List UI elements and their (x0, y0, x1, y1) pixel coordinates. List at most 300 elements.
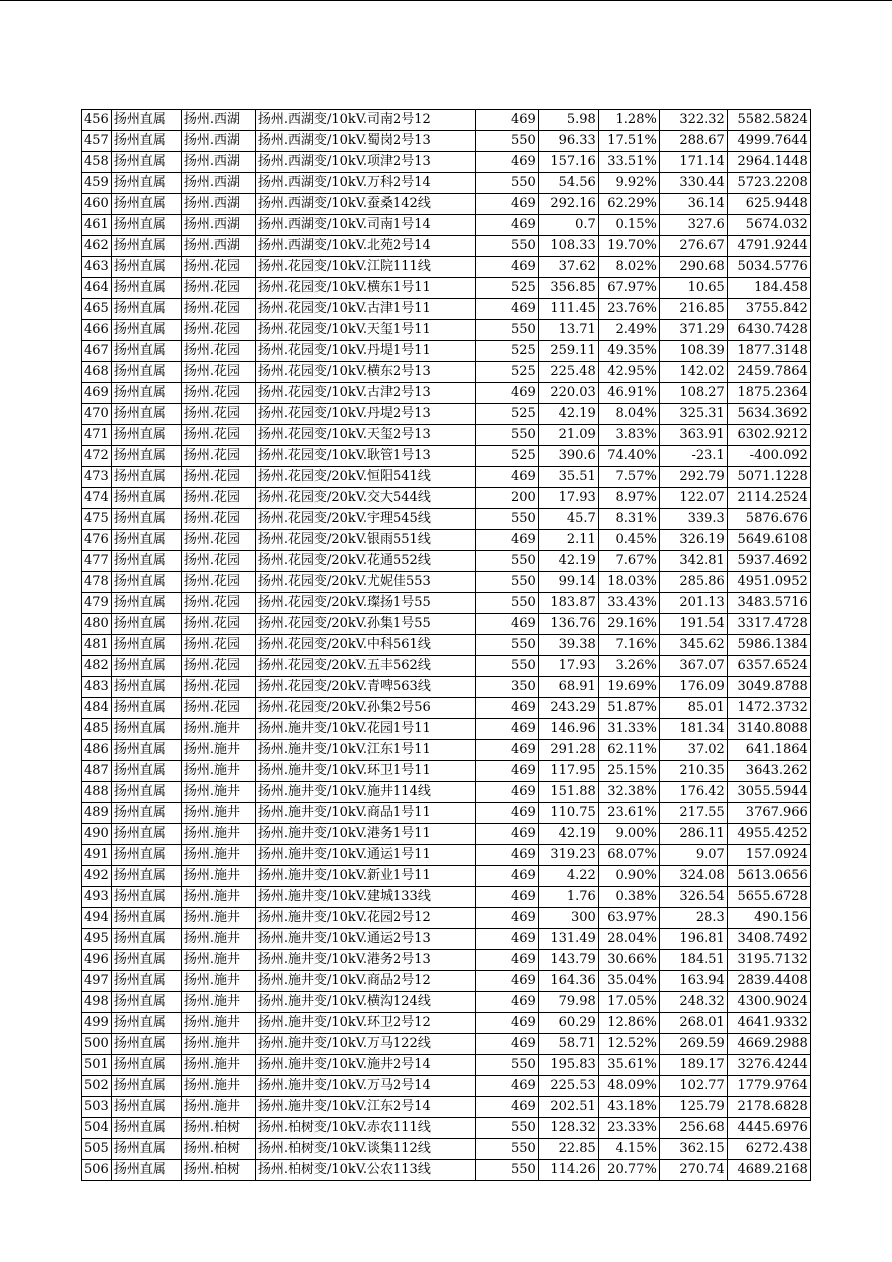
load-cell: 259.11 (538, 341, 598, 362)
table-body (82, 110, 811, 1181)
margin-cell: 210.35 (659, 761, 727, 782)
table-row (82, 257, 811, 278)
margin-cell: 288.67 (659, 131, 727, 152)
line-name-cell: 扬州.施井变/10kV.万马2号14 (255, 1076, 475, 1097)
substation-cell: 扬州.施井 (181, 803, 255, 824)
line-name-cell: 扬州.柏树变/10kV.赤农111线 (255, 1118, 475, 1139)
load-rate-cell: 62.29% (598, 194, 659, 215)
capacity-cell: 469 (475, 1034, 538, 1055)
load-cell: 111.45 (538, 299, 598, 320)
region-cell: 扬州直属 (111, 740, 181, 761)
region-cell: 扬州直属 (111, 866, 181, 887)
margin-cell: 217.55 (659, 803, 727, 824)
load-cell: 37.62 (538, 257, 598, 278)
load-rate-cell: 29.16% (598, 614, 659, 635)
substation-cell: 扬州.花园 (181, 467, 255, 488)
load-rate-cell: 7.57% (598, 467, 659, 488)
capacity-cell: 550 (475, 635, 538, 656)
region-cell: 扬州直属 (111, 1013, 181, 1034)
region-cell: 扬州直属 (111, 971, 181, 992)
line-name-cell: 扬州.柏树变/10kV.公农113线 (255, 1160, 475, 1181)
table-row (82, 362, 811, 383)
substation-cell: 扬州.花园 (181, 656, 255, 677)
table-row (82, 656, 811, 677)
substation-cell: 扬州.施井 (181, 1055, 255, 1076)
load-rate-cell: 35.04% (598, 971, 659, 992)
capacity-cell: 469 (475, 908, 538, 929)
row-index: 482 (82, 656, 112, 677)
row-index: 499 (82, 1013, 112, 1034)
region-cell: 扬州直属 (111, 887, 181, 908)
load-cell: 195.83 (538, 1055, 598, 1076)
load-cell: 128.32 (538, 1118, 598, 1139)
region-cell: 扬州直属 (111, 320, 181, 341)
load-rate-cell: 8.02% (598, 257, 659, 278)
region-cell: 扬州直属 (111, 467, 181, 488)
substation-cell: 扬州.花园 (181, 362, 255, 383)
margin-value-cell: 5937.4692 (727, 551, 810, 572)
region-cell: 扬州直属 (111, 1118, 181, 1139)
table-row (82, 1034, 811, 1055)
region-cell: 扬州直属 (111, 1139, 181, 1160)
capacity-cell: 550 (475, 1160, 538, 1181)
substation-cell: 扬州.花园 (181, 299, 255, 320)
region-cell: 扬州直属 (111, 194, 181, 215)
row-index: 506 (82, 1160, 112, 1181)
line-name-cell: 扬州.西湖变/10kV.蚕桑142线 (255, 194, 475, 215)
load-cell: 151.88 (538, 782, 598, 803)
capacity-cell: 469 (475, 152, 538, 173)
capacity-cell: 469 (475, 1013, 538, 1034)
line-name-cell: 扬州.花园变/20kV.五丰562线 (255, 656, 475, 677)
load-rate-cell: 48.09% (598, 1076, 659, 1097)
margin-value-cell: 2964.1448 (727, 152, 810, 173)
table-row (82, 236, 811, 257)
margin-cell: 326.54 (659, 887, 727, 908)
margin-cell: -23.1 (659, 446, 727, 467)
row-index: 468 (82, 362, 112, 383)
region-cell: 扬州直属 (111, 1160, 181, 1181)
row-index: 461 (82, 215, 112, 236)
substation-cell: 扬州.花园 (181, 425, 255, 446)
substation-cell: 扬州.施井 (181, 1076, 255, 1097)
substation-cell: 扬州.施井 (181, 887, 255, 908)
substation-cell: 扬州.花园 (181, 341, 255, 362)
margin-cell: 9.07 (659, 845, 727, 866)
substation-cell: 扬州.花园 (181, 593, 255, 614)
margin-value-cell: 4445.6976 (727, 1118, 810, 1139)
margin-value-cell: -400.092 (727, 446, 810, 467)
margin-value-cell: 5986.1384 (727, 635, 810, 656)
capacity-cell: 469 (475, 845, 538, 866)
row-index: 466 (82, 320, 112, 341)
load-cell: 243.29 (538, 698, 598, 719)
line-name-cell: 扬州.花园变/10kV.天玺2号13 (255, 425, 475, 446)
load-cell: 39.38 (538, 635, 598, 656)
margin-cell: 176.09 (659, 677, 727, 698)
load-cell: 45.7 (538, 509, 598, 530)
margin-cell: 37.02 (659, 740, 727, 761)
row-index: 486 (82, 740, 112, 761)
margin-value-cell: 5613.0656 (727, 866, 810, 887)
row-index: 469 (82, 383, 112, 404)
line-name-cell: 扬州.花园变/10kV.丹堤1号11 (255, 341, 475, 362)
margin-cell: 325.31 (659, 404, 727, 425)
capacity-cell: 550 (475, 509, 538, 530)
load-cell: 202.51 (538, 1097, 598, 1118)
capacity-cell: 469 (475, 950, 538, 971)
table-row (82, 278, 811, 299)
margin-cell: 184.51 (659, 950, 727, 971)
line-name-cell: 扬州.施井变/10kV.港务2号13 (255, 950, 475, 971)
table-row (82, 488, 811, 509)
load-cell: 79.98 (538, 992, 598, 1013)
line-name-cell: 扬州.施井变/10kV.通运1号11 (255, 845, 475, 866)
row-index: 483 (82, 677, 112, 698)
line-name-cell: 扬州.施井变/10kV.施井114线 (255, 782, 475, 803)
substation-cell: 扬州.花园 (181, 635, 255, 656)
load-cell: 4.22 (538, 866, 598, 887)
line-name-cell: 扬州.柏树变/10kV.谈集112线 (255, 1139, 475, 1160)
substation-cell: 扬州.施井 (181, 824, 255, 845)
table-row (82, 803, 811, 824)
margin-cell: 28.3 (659, 908, 727, 929)
capacity-cell: 469 (475, 614, 538, 635)
margin-value-cell: 4300.9024 (727, 992, 810, 1013)
margin-cell: 330.44 (659, 173, 727, 194)
row-index: 479 (82, 593, 112, 614)
load-cell: 131.49 (538, 929, 598, 950)
line-name-cell: 扬州.施井变/10kV.商品2号12 (255, 971, 475, 992)
load-cell: 220.03 (538, 383, 598, 404)
capacity-cell: 469 (475, 1097, 538, 1118)
region-cell: 扬州直属 (111, 341, 181, 362)
load-rate-cell: 3.83% (598, 425, 659, 446)
margin-value-cell: 5649.6108 (727, 530, 810, 551)
substation-cell: 扬州.施井 (181, 866, 255, 887)
substation-cell: 扬州.花园 (181, 488, 255, 509)
capacity-cell: 469 (475, 698, 538, 719)
line-name-cell: 扬州.花园变/10kV.横东1号11 (255, 278, 475, 299)
region-cell: 扬州直属 (111, 131, 181, 152)
row-index: 490 (82, 824, 112, 845)
row-index: 497 (82, 971, 112, 992)
line-name-cell: 扬州.花园变/20kV.青啤563线 (255, 677, 475, 698)
load-rate-cell: 31.33% (598, 719, 659, 740)
table-row (82, 971, 811, 992)
line-name-cell: 扬州.花园变/10kV.横东2号13 (255, 362, 475, 383)
margin-value-cell: 4999.7644 (727, 131, 810, 152)
margin-value-cell: 4669.2988 (727, 1034, 810, 1055)
margin-cell: 189.17 (659, 1055, 727, 1076)
margin-value-cell: 4641.9332 (727, 1013, 810, 1034)
margin-cell: 163.94 (659, 971, 727, 992)
margin-value-cell: 5674.032 (727, 215, 810, 236)
capacity-cell: 525 (475, 278, 538, 299)
line-name-cell: 扬州.施井变/10kV.建城133线 (255, 887, 475, 908)
margin-value-cell: 3055.5944 (727, 782, 810, 803)
capacity-cell: 525 (475, 362, 538, 383)
table-row (82, 698, 811, 719)
region-cell: 扬州直属 (111, 1076, 181, 1097)
table-row (82, 845, 811, 866)
capacity-cell: 469 (475, 257, 538, 278)
substation-cell: 扬州.施井 (181, 761, 255, 782)
load-cell: 60.29 (538, 1013, 598, 1034)
row-index: 471 (82, 425, 112, 446)
table-row (82, 1160, 811, 1181)
line-name-cell: 扬州.西湖变/10kV.蜀岗2号13 (255, 131, 475, 152)
load-rate-cell: 67.97% (598, 278, 659, 299)
load-cell: 157.16 (538, 152, 598, 173)
load-cell: 291.28 (538, 740, 598, 761)
load-cell: 42.19 (538, 824, 598, 845)
margin-value-cell: 4951.0952 (727, 572, 810, 593)
capacity-cell: 550 (475, 236, 538, 257)
region-cell: 扬州直属 (111, 530, 181, 551)
line-name-cell: 扬州.花园变/20kV.银雨551线 (255, 530, 475, 551)
substation-cell: 扬州.柏树 (181, 1139, 255, 1160)
region-cell: 扬州直属 (111, 992, 181, 1013)
margin-value-cell: 1472.3732 (727, 698, 810, 719)
margin-value-cell: 2839.4408 (727, 971, 810, 992)
table-row (82, 1139, 811, 1160)
load-cell: 58.71 (538, 1034, 598, 1055)
table-row (82, 992, 811, 1013)
line-name-cell: 扬州.花园变/10kV.天玺1号11 (255, 320, 475, 341)
table-row (82, 320, 811, 341)
load-rate-cell: 30.66% (598, 950, 659, 971)
region-cell: 扬州直属 (111, 446, 181, 467)
table-row (82, 446, 811, 467)
margin-cell: 108.39 (659, 341, 727, 362)
margin-value-cell: 3483.5716 (727, 593, 810, 614)
load-rate-cell: 32.38% (598, 782, 659, 803)
substation-cell: 扬州.花园 (181, 383, 255, 404)
row-index: 489 (82, 803, 112, 824)
load-rate-cell: 8.31% (598, 509, 659, 530)
margin-value-cell: 157.0924 (727, 845, 810, 866)
load-rate-cell: 4.15% (598, 1139, 659, 1160)
row-index: 478 (82, 572, 112, 593)
substation-cell: 扬州.柏树 (181, 1160, 255, 1181)
row-index: 501 (82, 1055, 112, 1076)
region-cell: 扬州直属 (111, 614, 181, 635)
region-cell: 扬州直属 (111, 551, 181, 572)
margin-value-cell: 625.9448 (727, 194, 810, 215)
capacity-cell: 469 (475, 782, 538, 803)
line-name-cell: 扬州.花园变/20kV.孙集2号56 (255, 698, 475, 719)
line-name-cell: 扬州.花园变/20kV.花通552线 (255, 551, 475, 572)
margin-value-cell: 3767.966 (727, 803, 810, 824)
load-rate-cell: 17.05% (598, 992, 659, 1013)
region-cell: 扬州直属 (111, 278, 181, 299)
substation-cell: 扬州.花园 (181, 572, 255, 593)
margin-value-cell: 1875.2364 (727, 383, 810, 404)
row-index: 456 (82, 110, 112, 131)
load-rate-cell: 0.15% (598, 215, 659, 236)
row-index: 503 (82, 1097, 112, 1118)
capacity-cell: 550 (475, 572, 538, 593)
margin-cell: 196.81 (659, 929, 727, 950)
load-cell: 68.91 (538, 677, 598, 698)
margin-value-cell: 6357.6524 (727, 656, 810, 677)
load-cell: 96.33 (538, 131, 598, 152)
region-cell: 扬州直属 (111, 236, 181, 257)
load-cell: 2.11 (538, 530, 598, 551)
row-index: 459 (82, 173, 112, 194)
capacity-cell: 469 (475, 467, 538, 488)
row-index: 505 (82, 1139, 112, 1160)
capacity-cell: 525 (475, 404, 538, 425)
capacity-cell: 469 (475, 971, 538, 992)
region-cell: 扬州直属 (111, 488, 181, 509)
row-index: 475 (82, 509, 112, 530)
row-index: 460 (82, 194, 112, 215)
load-rate-cell: 43.18% (598, 1097, 659, 1118)
margin-cell: 322.32 (659, 110, 727, 131)
margin-cell: 270.74 (659, 1160, 727, 1181)
substation-cell: 扬州.施井 (181, 845, 255, 866)
margin-value-cell: 3049.8788 (727, 677, 810, 698)
page-top-border (0, 0, 892, 1)
line-name-cell: 扬州.施井变/10kV.花园1号11 (255, 719, 475, 740)
row-index: 457 (82, 131, 112, 152)
table-row (82, 467, 811, 488)
margin-cell: 269.59 (659, 1034, 727, 1055)
line-name-cell: 扬州.花园变/10kV.古津1号11 (255, 299, 475, 320)
load-cell: 300 (538, 908, 598, 929)
row-index: 495 (82, 929, 112, 950)
load-cell: 54.56 (538, 173, 598, 194)
table-row (82, 194, 811, 215)
load-cell: 21.09 (538, 425, 598, 446)
substation-cell: 扬州.花园 (181, 698, 255, 719)
line-name-cell: 扬州.施井变/10kV.新业1号11 (255, 866, 475, 887)
margin-cell: 10.65 (659, 278, 727, 299)
capacity-cell: 550 (475, 1055, 538, 1076)
margin-value-cell: 6302.9212 (727, 425, 810, 446)
line-name-cell: 扬州.花园变/10kV.江院111线 (255, 257, 475, 278)
margin-value-cell: 3140.8088 (727, 719, 810, 740)
region-cell: 扬州直属 (111, 635, 181, 656)
margin-cell: 181.34 (659, 719, 727, 740)
load-cell: 42.19 (538, 551, 598, 572)
region-cell: 扬州直属 (111, 110, 181, 131)
margin-value-cell: 6430.7428 (727, 320, 810, 341)
line-name-cell: 扬州.施井变/10kV.环卫1号11 (255, 761, 475, 782)
capacity-cell: 550 (475, 173, 538, 194)
region-cell: 扬州直属 (111, 824, 181, 845)
substation-cell: 扬州.施井 (181, 740, 255, 761)
table-row (82, 152, 811, 173)
table-row (82, 740, 811, 761)
substation-cell: 扬州.西湖 (181, 131, 255, 152)
table-row (82, 110, 811, 131)
region-cell: 扬州直属 (111, 257, 181, 278)
load-rate-cell: 46.91% (598, 383, 659, 404)
load-cell: 146.96 (538, 719, 598, 740)
table-row (82, 341, 811, 362)
load-rate-cell: 1.28% (598, 110, 659, 131)
row-index: 504 (82, 1118, 112, 1139)
region-cell: 扬州直属 (111, 698, 181, 719)
region-cell: 扬州直属 (111, 425, 181, 446)
margin-cell: 285.86 (659, 572, 727, 593)
margin-cell: 248.32 (659, 992, 727, 1013)
line-name-cell: 扬州.花园变/20kV.宇理545线 (255, 509, 475, 530)
load-cell: 22.85 (538, 1139, 598, 1160)
load-rate-cell: 19.70% (598, 236, 659, 257)
line-name-cell: 扬州.施井变/10kV.江东1号11 (255, 740, 475, 761)
substation-cell: 扬州.施井 (181, 1034, 255, 1055)
row-index: 458 (82, 152, 112, 173)
capacity-cell: 469 (475, 194, 538, 215)
margin-value-cell: 2114.2524 (727, 488, 810, 509)
table-row (82, 1055, 811, 1076)
table-row (82, 677, 811, 698)
margin-cell: 176.42 (659, 782, 727, 803)
margin-cell: 324.08 (659, 866, 727, 887)
load-rate-cell: 35.61% (598, 1055, 659, 1076)
row-index: 467 (82, 341, 112, 362)
table-row (82, 551, 811, 572)
line-name-cell: 扬州.施井变/10kV.通运2号13 (255, 929, 475, 950)
load-rate-cell: 18.03% (598, 572, 659, 593)
capacity-cell: 550 (475, 1139, 538, 1160)
row-index: 470 (82, 404, 112, 425)
row-index: 492 (82, 866, 112, 887)
region-cell: 扬州直属 (111, 362, 181, 383)
region-cell: 扬州直属 (111, 719, 181, 740)
margin-value-cell: 5876.676 (727, 509, 810, 530)
margin-cell: 201.13 (659, 593, 727, 614)
load-rate-cell: 28.04% (598, 929, 659, 950)
load-cell: 136.76 (538, 614, 598, 635)
margin-cell: 85.01 (659, 698, 727, 719)
margin-cell: 216.85 (659, 299, 727, 320)
substation-cell: 扬州.施井 (181, 908, 255, 929)
capacity-cell: 469 (475, 719, 538, 740)
margin-value-cell: 641.1864 (727, 740, 810, 761)
line-name-cell: 扬州.施井变/10kV.花园2号12 (255, 908, 475, 929)
margin-cell: 286.11 (659, 824, 727, 845)
margin-value-cell: 4955.4252 (727, 824, 810, 845)
capacity-cell: 525 (475, 446, 538, 467)
margin-value-cell: 3643.262 (727, 761, 810, 782)
row-index: 485 (82, 719, 112, 740)
line-name-cell: 扬州.花园变/10kV.丹堤2号13 (255, 404, 475, 425)
substation-cell: 扬州.花园 (181, 404, 255, 425)
load-rate-cell: 42.95% (598, 362, 659, 383)
load-rate-cell: 7.67% (598, 551, 659, 572)
load-cell: 17.93 (538, 488, 598, 509)
region-cell: 扬州直属 (111, 845, 181, 866)
load-rate-cell: 8.97% (598, 488, 659, 509)
margin-cell: 327.6 (659, 215, 727, 236)
line-name-cell: 扬州.西湖变/10kV.司南1号14 (255, 215, 475, 236)
load-cell: 35.51 (538, 467, 598, 488)
capacity-cell: 200 (475, 488, 538, 509)
capacity-cell: 469 (475, 992, 538, 1013)
margin-value-cell: 6272.438 (727, 1139, 810, 1160)
load-cell: 110.75 (538, 803, 598, 824)
line-name-cell: 扬州.施井变/10kV.环卫2号12 (255, 1013, 475, 1034)
row-index: 481 (82, 635, 112, 656)
region-cell: 扬州直属 (111, 299, 181, 320)
capacity-cell: 550 (475, 320, 538, 341)
substation-cell: 扬州.西湖 (181, 236, 255, 257)
